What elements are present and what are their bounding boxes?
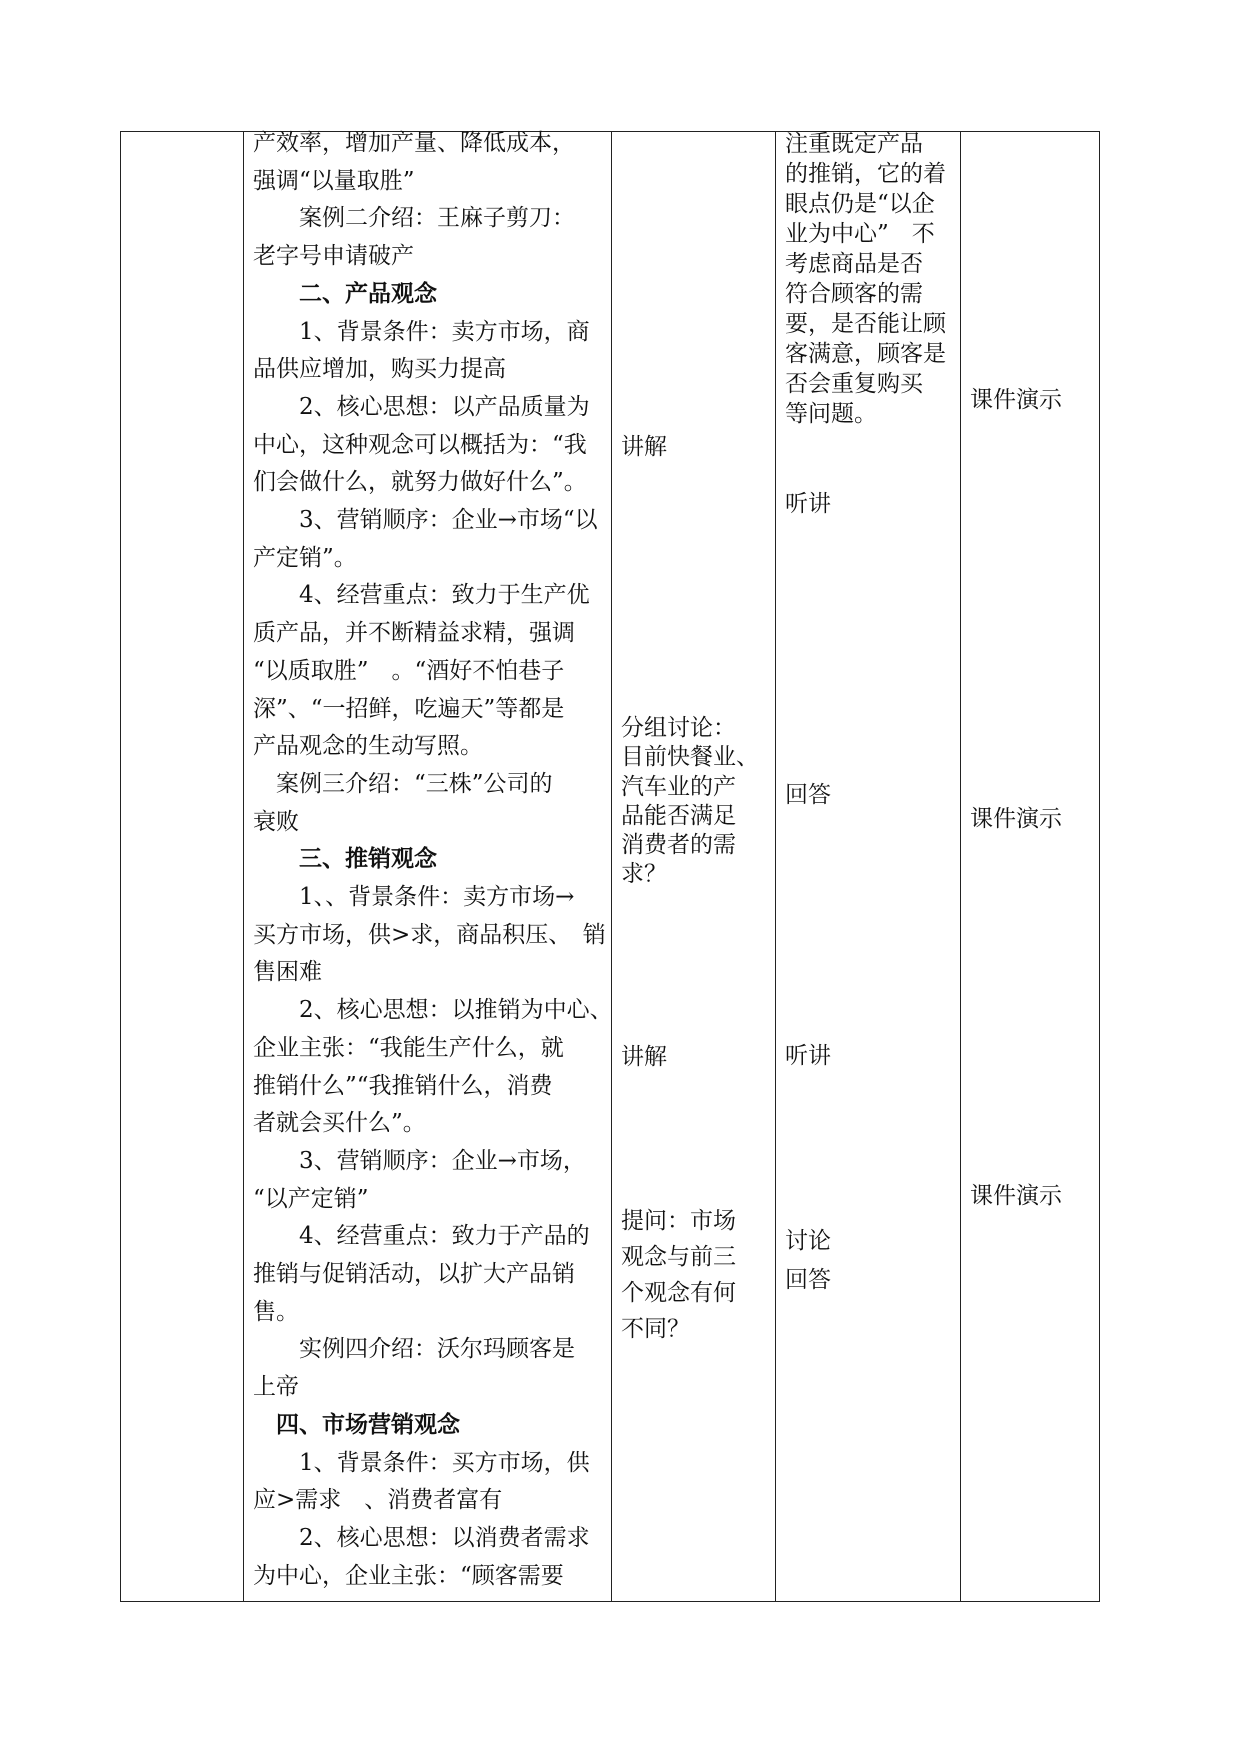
content-line: 企业主张：“我能生产什么，就 bbox=[253, 1034, 564, 1061]
content-line: 衰败 bbox=[253, 808, 299, 835]
content-line: 2、核心思想：以推销为中心、 bbox=[253, 997, 613, 1024]
teacher-explain: 讲解 bbox=[621, 1044, 667, 1070]
teacher-explain: 讲解 bbox=[621, 434, 667, 460]
note-line: 注重既定产品 bbox=[785, 131, 923, 157]
lesson-table bbox=[120, 131, 1100, 1602]
question-line: 提问：市场 bbox=[621, 1208, 736, 1234]
courseware-demo: 课件演示 bbox=[970, 387, 1062, 413]
content-line: 售。 bbox=[253, 1298, 299, 1325]
content-line: 者就会买什么”。 bbox=[253, 1110, 426, 1137]
content-line: “以质取胜” 。“酒好不怕巷子 bbox=[253, 657, 565, 684]
group-discussion-line: 分组讨论： bbox=[621, 715, 736, 741]
content-line: 1、背景条件：买方市场，供 bbox=[253, 1449, 590, 1476]
content-line: 4、经营重点：致力于产品的 bbox=[253, 1223, 590, 1250]
content-line: 产品观念的生动写照。 bbox=[253, 733, 483, 760]
content-line: “以产定销” bbox=[253, 1185, 369, 1212]
section-heading: 三、推销观念 bbox=[253, 845, 437, 873]
content-line: 产效率，增加产量、降低成本， bbox=[253, 130, 575, 156]
question-line: 个观念有何 bbox=[621, 1280, 736, 1306]
content-line: 强调“以量取胜” bbox=[253, 167, 415, 194]
content-line: 们会做什么，就努力做好什么”。 bbox=[253, 469, 587, 496]
content-line: 1、背景条件：卖方市场，商 bbox=[253, 318, 590, 345]
content-line: 买方市场，供>求，商品积压、 销 bbox=[253, 921, 606, 948]
content-line: 质产品，并不断精益求精，强调 bbox=[253, 620, 575, 647]
question-line: 观念与前三 bbox=[621, 1244, 736, 1270]
content-line: 案例三介绍：“三株”公司的 bbox=[253, 770, 553, 797]
content-line: 应>需求 、消费者富有 bbox=[253, 1487, 503, 1514]
note-line: 客满意，顾客是 bbox=[785, 341, 946, 367]
courseware-demo: 课件演示 bbox=[970, 1183, 1062, 1209]
note-line: 眼点仍是“以企 bbox=[785, 191, 935, 217]
content-line: 实例四介绍：沃尔玛顾客是 bbox=[253, 1336, 575, 1363]
content-line: 2、核心思想：以产品质量为 bbox=[253, 393, 590, 420]
note-line: 业为中心” 不 bbox=[785, 221, 935, 247]
content-line: 3、营销顺序：企业→市场， bbox=[253, 1147, 586, 1174]
group-discussion-line: 汽车业的产 bbox=[621, 774, 736, 800]
group-discussion-line: 目前快餐业、 bbox=[621, 744, 759, 770]
student-listen: 听讲 bbox=[785, 491, 831, 517]
column-divider bbox=[775, 132, 776, 1601]
content-line: 中心，这种观念可以概括为：“我 bbox=[253, 431, 587, 458]
content-line: 3、营销顺序：企业→市场“以 bbox=[253, 507, 598, 533]
student-discuss: 讨论 bbox=[785, 1228, 831, 1254]
column-divider bbox=[243, 132, 244, 1601]
note-line: 等问题。 bbox=[785, 401, 877, 427]
content-line: 推销与促销活动，以扩大产品销 bbox=[253, 1261, 575, 1287]
content-line: 售困难 bbox=[253, 959, 322, 986]
student-listen: 听讲 bbox=[785, 1043, 831, 1069]
question-line: 不同？ bbox=[621, 1316, 690, 1342]
note-line: 的推销，它的着 bbox=[785, 161, 946, 187]
group-discussion-line: 消费者的需 bbox=[621, 832, 736, 858]
section-heading: 四、市场营销观念 bbox=[253, 1410, 460, 1438]
note-line: 符合顾客的需 bbox=[785, 281, 923, 307]
column-divider bbox=[611, 132, 612, 1601]
content-line: 2、核心思想：以消费者需求 bbox=[253, 1524, 590, 1551]
group-discussion-line: 品能否满足 bbox=[621, 803, 736, 829]
content-line: 深”、“一招鲜，吃遍天”等都是 bbox=[253, 695, 565, 722]
note-line: 否会重复购买 bbox=[785, 371, 923, 397]
content-line: 为中心，企业主张：“顾客需要 bbox=[253, 1562, 564, 1589]
content-line: 1、、背景条件：卖方市场→ bbox=[253, 884, 575, 910]
content-line: 品供应增加，购买力提高 bbox=[253, 356, 506, 383]
content-line: 推销什么”“我推销什么，消费 bbox=[253, 1072, 553, 1099]
content-line: 产定销”。 bbox=[253, 544, 357, 571]
content-line: 老字号申请破产 bbox=[253, 243, 414, 270]
content-line: 上帝 bbox=[253, 1374, 299, 1401]
content-line: 4、经营重点：致力于生产优 bbox=[253, 582, 590, 609]
courseware-demo: 课件演示 bbox=[970, 806, 1062, 832]
group-discussion-line: 求？ bbox=[621, 861, 667, 887]
note-line: 考虑商品是否 bbox=[785, 251, 923, 277]
note-line: 要，是否能让顾 bbox=[785, 311, 946, 337]
section-heading: 二、产品观念 bbox=[253, 279, 437, 307]
column-divider bbox=[960, 132, 961, 1601]
student-answer: 回答 bbox=[785, 1267, 831, 1293]
student-answer: 回答 bbox=[785, 782, 831, 808]
content-line: 案例二介绍：王麻子剪刀： bbox=[253, 205, 575, 232]
